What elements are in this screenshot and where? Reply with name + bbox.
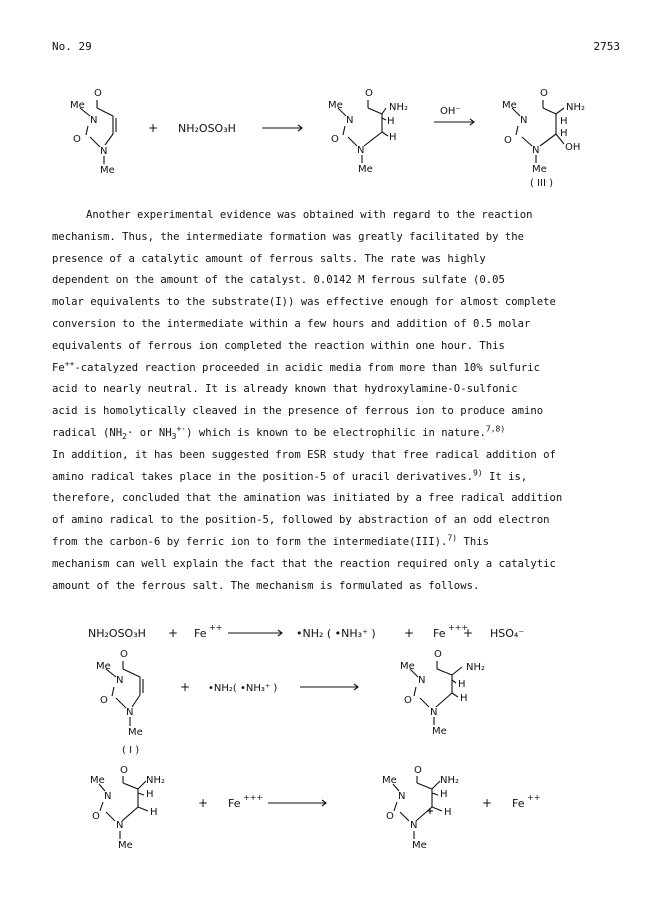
- text-line: acid is homolytically cleaved in the presence of ferrous ion to produce amino: [52, 405, 544, 418]
- svg-text:O: O: [386, 811, 394, 822]
- svg-text:O: O: [120, 765, 128, 776]
- text-line: from the carbon-6 by ferric ion to form the intermediate(III).$^{7)}$ This: [52, 533, 489, 548]
- svg-text:O: O: [414, 765, 422, 776]
- text-line: equivalents of ferrous ion completed the reaction within one hour. This: [52, 339, 505, 352]
- svg-text:•NH₂( •NH₃⁺ ): •NH₂( •NH₃⁺ ): [208, 683, 278, 694]
- text-line: amino radical takes place in the position-5 of uracil derivatives.$^{9)}$ It is,: [52, 468, 528, 483]
- svg-text:( I ): ( I ): [122, 745, 140, 756]
- svg-text:Fe: Fe: [433, 627, 446, 640]
- svg-text:NH₂: NH₂: [566, 102, 586, 113]
- svg-text:N: N: [104, 791, 112, 802]
- svg-text:N: N: [410, 820, 418, 831]
- svg-text:Fe: Fe: [228, 797, 241, 810]
- svg-text:N: N: [398, 791, 406, 802]
- svg-text:Me: Me: [502, 100, 517, 111]
- text-line: dependent on the amount of the catalyst. 0.0142 M ferrous sulfate (0.05: [52, 274, 505, 287]
- svg-text:+++: +++: [243, 793, 264, 802]
- svg-text:N: N: [100, 146, 108, 157]
- svg-text:N: N: [430, 707, 438, 718]
- svg-text:NH₂: NH₂: [466, 662, 486, 673]
- mechanism-scheme: [0, 615, 672, 875]
- svg-text:H: H: [460, 693, 468, 704]
- svg-text:+: +: [168, 626, 179, 640]
- svg-text:+++: +++: [448, 623, 469, 632]
- svg-text:N: N: [116, 820, 124, 831]
- svg-text:Me: Me: [96, 661, 111, 672]
- text-line: conversion to the intermediate within a few hours and addition of 0.5 molar: [52, 317, 531, 330]
- body-paragraph: [52, 205, 622, 597]
- text-line: acid to nearly neutral. It is already known that hydroxylamine-O-sulfonic: [52, 383, 518, 396]
- svg-text:Me: Me: [358, 164, 373, 175]
- svg-text:O: O: [504, 135, 512, 146]
- text-line: radical ($NH_2\cdot$ or $NH_3^{+\cdot}$) which is known to be electrophilic in nature.$^{7,8)}$: [52, 424, 506, 442]
- svg-text:O: O: [120, 649, 128, 660]
- uracil-reactant: [70, 88, 116, 176]
- svg-text:OH: OH: [565, 142, 581, 153]
- svg-text:H: H: [389, 132, 397, 143]
- svg-text:Fe: Fe: [512, 797, 525, 810]
- svg-text:HSO₄⁻: HSO₄⁻: [490, 627, 525, 640]
- svg-text:N: N: [532, 145, 540, 156]
- svg-text:Me: Me: [432, 726, 447, 737]
- svg-text:O: O: [434, 649, 442, 660]
- svg-text:+: +: [198, 796, 209, 810]
- svg-text:+: +: [180, 680, 191, 694]
- text-line: mechanism. Thus, the intermediate formation was greatly facilitated by the: [52, 230, 524, 243]
- svg-text:Me: Me: [100, 165, 115, 176]
- svg-text:H: H: [150, 807, 158, 818]
- svg-text:NH₂OSO₃H: NH₂OSO₃H: [178, 122, 236, 135]
- radical-adduct: [400, 649, 485, 737]
- text-line: Fe++-catalyzed reaction proceeded in acidic media from more than 10% sulfuric: [52, 359, 540, 374]
- svg-text:Me: Me: [118, 840, 133, 851]
- page-number: 2753: [593, 40, 620, 53]
- svg-text:N: N: [520, 115, 528, 126]
- svg-text:H: H: [444, 807, 452, 818]
- svg-text:Me: Me: [128, 727, 143, 738]
- svg-text:NH₂: NH₂: [389, 102, 409, 113]
- svg-text:+: +: [404, 626, 415, 640]
- journal-issue: No. 29: [52, 40, 92, 53]
- svg-text:N: N: [116, 675, 124, 686]
- svg-text:NH₂: NH₂: [440, 775, 460, 786]
- svg-text:H: H: [458, 679, 466, 690]
- svg-text:Me: Me: [382, 775, 397, 786]
- text-line: Another experimental evidence was obtained with regard to the reaction: [86, 209, 533, 221]
- intermediate-cation: [382, 765, 459, 851]
- svg-text:N: N: [90, 115, 98, 126]
- page-header: [52, 40, 620, 60]
- uracil-compound-I: [96, 649, 143, 756]
- svg-text:+: +: [482, 796, 493, 810]
- svg-text:Me: Me: [412, 840, 427, 851]
- svg-text:O: O: [331, 134, 339, 145]
- svg-text:H: H: [440, 789, 448, 800]
- reference-marker: 7,8): [485, 424, 506, 434]
- svg-text:H: H: [560, 116, 568, 127]
- svg-text:++: ++: [209, 623, 223, 632]
- svg-text:( III ): ( III ): [530, 178, 554, 189]
- svg-text:N: N: [126, 707, 134, 718]
- text-line: of amino radical to the position-5, followed by abstraction of an odd electron: [52, 514, 550, 527]
- svg-text:OH⁻: OH⁻: [440, 106, 461, 117]
- svg-text:O: O: [92, 811, 100, 822]
- reference-marker: 9): [472, 468, 483, 478]
- svg-text:Me: Me: [400, 661, 415, 672]
- text-line: therefore, concluded that the amination was initiated by a free radical addition: [52, 492, 563, 505]
- intermediate-compound: [328, 88, 408, 175]
- svg-text:Me: Me: [70, 100, 85, 111]
- radical-adduct-2: [90, 765, 165, 851]
- svg-text:Me: Me: [90, 775, 105, 786]
- reaction-scheme-1: [0, 80, 672, 190]
- text-line: mechanism can well explain the fact that the reaction required only a catalytic: [52, 557, 556, 570]
- svg-text:H: H: [146, 789, 154, 800]
- svg-text:H: H: [387, 116, 395, 127]
- svg-text:N: N: [418, 675, 426, 686]
- svg-text:+: +: [463, 626, 474, 640]
- svg-text:O: O: [365, 88, 373, 99]
- reference-marker: 7): [447, 533, 458, 543]
- svg-text:O: O: [94, 88, 102, 99]
- svg-text:NH₂OSO₃H: NH₂OSO₃H: [88, 627, 146, 640]
- text-line: presence of a catalytic amount of ferrous salts. The rate was highly: [52, 252, 486, 265]
- svg-text:++: ++: [527, 793, 541, 802]
- svg-text:O: O: [540, 88, 548, 99]
- svg-text:•NH₂ ( •NH₃⁺ ): •NH₂ ( •NH₃⁺ ): [296, 627, 376, 640]
- compound-III: [502, 88, 585, 189]
- svg-text:Me: Me: [532, 164, 547, 175]
- svg-text:N: N: [346, 115, 354, 126]
- text-line: In addition, it has been suggested from ESR study that free radical addition of: [52, 448, 556, 461]
- svg-text:Me: Me: [328, 100, 343, 111]
- svg-text:O: O: [100, 695, 108, 706]
- svg-text:Fe: Fe: [194, 627, 207, 640]
- svg-text:N: N: [357, 145, 365, 156]
- text-line: molar equivalents to the substrate(I)) was effective enough for almost complete: [52, 296, 556, 309]
- svg-text:H: H: [560, 128, 568, 139]
- svg-text:O: O: [73, 134, 81, 145]
- svg-text:+: +: [148, 121, 159, 135]
- svg-text:NH₂: NH₂: [146, 775, 166, 786]
- text-line: amount of the ferrous salt. The mechanism is formulated as follows.: [52, 579, 480, 592]
- svg-text:O: O: [404, 695, 412, 706]
